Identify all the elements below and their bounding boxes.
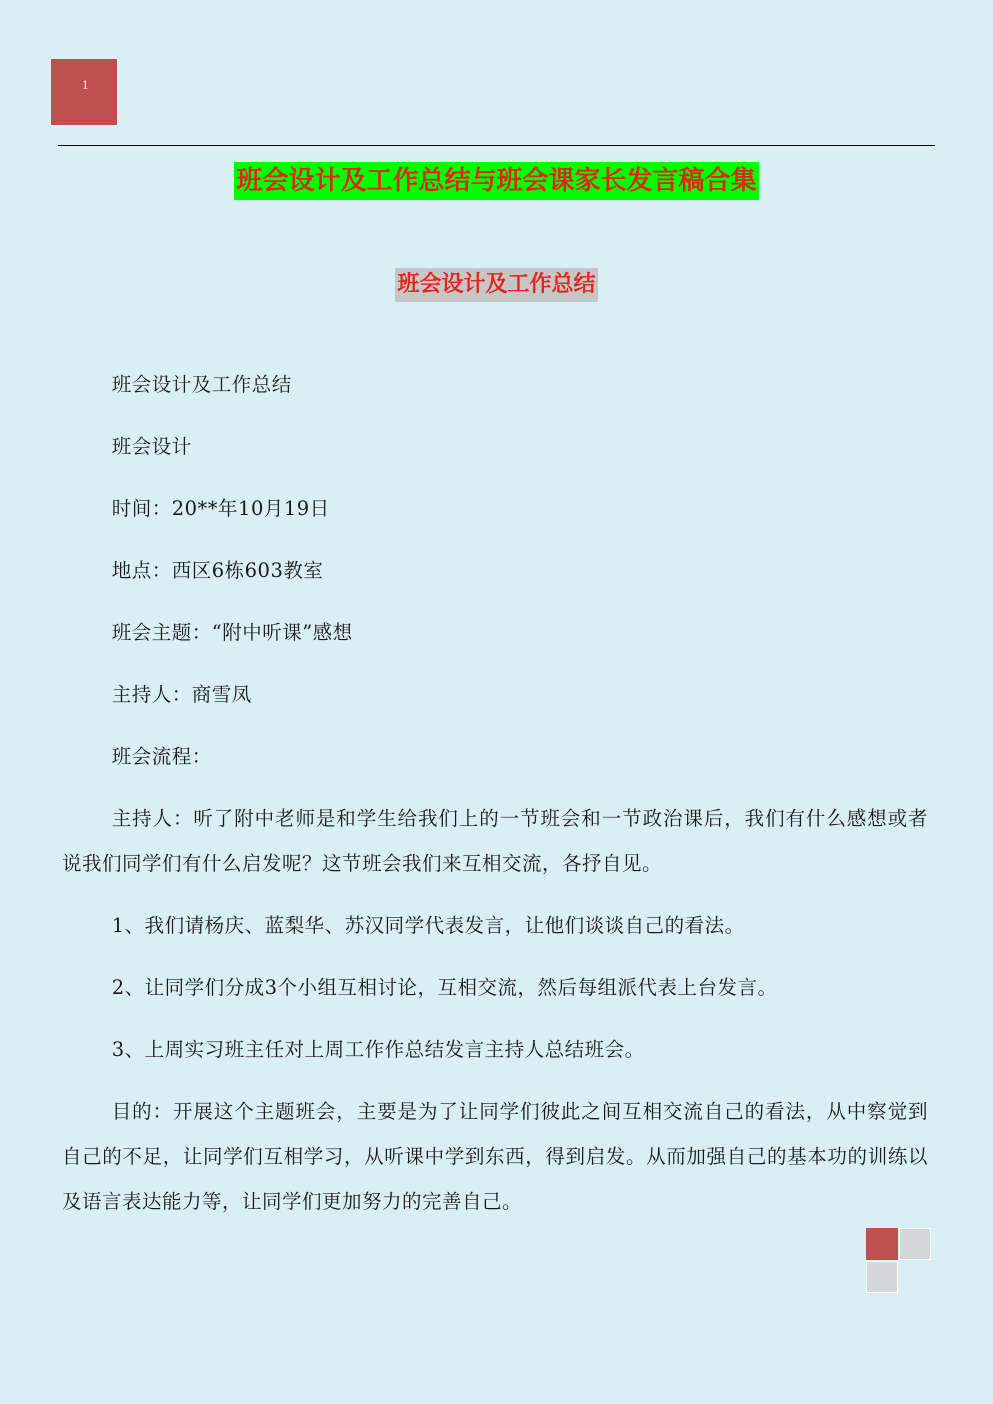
page-number-badge bbox=[51, 59, 117, 125]
paragraph: 班会设计及工作总结 bbox=[111, 373, 292, 396]
corner-decoration bbox=[866, 1228, 932, 1294]
document-title-wrapper bbox=[0, 162, 993, 200]
paragraph: 1、我们请杨庆、蓝梨华、苏汉同学代表发言，让他们谈谈自己的看法。 bbox=[111, 914, 745, 937]
paragraph: 主持人：商雪凤 bbox=[111, 683, 252, 706]
decoration-square-red bbox=[866, 1228, 898, 1260]
paragraph: 3、上周实习班主任对上周工作作总结发言主持人总结班会。 bbox=[111, 1038, 645, 1061]
paragraph: 班会流程： bbox=[111, 745, 212, 768]
decoration-square-gray bbox=[866, 1261, 898, 1293]
paragraph: 主持人：听了附中老师是和学生给我们上的一节班会和一节政治课后，我们有什么感想或者说我们同学们有什么启发呢？这节班会我们来互相交流，各抒自见。 bbox=[62, 807, 928, 875]
document-title: 班会设计及工作总结与班会课家长发言稿合集 bbox=[234, 162, 758, 200]
paragraph: 时间：20**年10月19日 bbox=[111, 497, 330, 520]
decoration-square-gray bbox=[899, 1228, 931, 1260]
header-divider bbox=[58, 145, 935, 146]
paragraph: 地点：西区6栋603教室 bbox=[111, 559, 324, 582]
section-title: 班会设计及工作总结 bbox=[395, 268, 597, 302]
page-number: 1 bbox=[82, 77, 89, 92]
paragraph: 班会主题：“附中听课”感想 bbox=[111, 621, 353, 644]
section-title-wrapper bbox=[0, 268, 993, 302]
paragraph: 2、让同学们分成3个小组互相讨论，互相交流，然后每组派代表上台发言。 bbox=[111, 976, 778, 999]
document-body bbox=[62, 362, 928, 1241]
paragraph: 班会设计 bbox=[111, 435, 192, 458]
paragraph: 目的：开展这个主题班会，主要是为了让同学们彼此之间互相交流自己的看法，从中察觉到自己的不足，让同学们互相学习，从听课中学到东西，得到启发。从而加强自己的基本功的训练以及语言表达能力等，让同学们更加努力的完善自己。 bbox=[62, 1100, 928, 1213]
